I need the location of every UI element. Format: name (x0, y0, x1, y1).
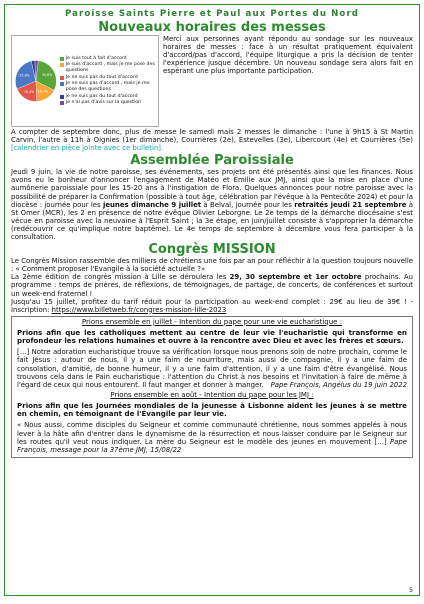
prayer-august-ref: Pape François, message pour la 37ème JMJ, 15/08/22 (17, 437, 407, 454)
prayer-august-quote (17, 421, 407, 453)
legend-item (60, 94, 156, 100)
assemblee-part-a: Jeudi 9 juin, la vie de notre paroisse, ses événements, ses projets ont été présentés ainsi que les finances. Nous avons eu le bonheur d'annoncer l'engagement de Matéo et Émilie aux JMJ, ainsi que la mise en place d'une aumônerie paroissiale pour les 15-20 ans à l'instigation de Flora. Quelques annonces pour notre paroisse avec la possibilité de préparer la Confirmation (possible à tout âge, célébration par l'évêque à la Pentecôte 2024) et pour la diocèse : journée pour les (11, 168, 413, 209)
congres-price: Jusqu'au 15 juillet, profitez du tarif réduit pour la participation au week-end complet : 29€ au lieu de 39€ ! - Inscription: (11, 297, 413, 314)
legend-item (60, 56, 156, 62)
legend-swatch (60, 95, 64, 99)
prayer-august-quote-text: « Nous aussi, comme disciples du Seigneur et comme communauté chrétienne, nous sommes appelés à nous lever à la hâte afin d'entrer dans le dynamisme de la résurrection et nous laisser conduire par le Seigneur sur les routes qu'il veut nous indiquer. La mère du Seigneur est le modèle des jeunes en mouvement […] (17, 421, 407, 446)
prayer-july-quote (17, 348, 407, 388)
congres-dates-c: prochains. Au programme : temps de prières, de réflexions, de témoignages, de partage, de concerts, de conférences et surtout un week-end fraternel ! (11, 273, 413, 298)
prayer-box (11, 316, 413, 458)
section-title-congres: Congrès MISSION (148, 242, 276, 258)
retraites-date: retraités jeudi 21 septembre (294, 200, 407, 209)
prayer-july-ref: Pape François, Angélus du 19 juin 2022 (270, 380, 407, 389)
prayer-july-quote-text: […] Notre adoration eucharistique trouve sa vérification lorsque nous prenons soin de notre prochain, comme le fait Jésus : autour de nous, il y a une faim de nourriture, mais aussi de compagnie, il y a une faim de consolation, d'amitié, de bonne humeur, il y a une faim d'attention, il y a une faim d'être évangélisé. Nous trouvons cela dans le Pain eucharistique : l'attention du Christ à nos besoins et l'invitation à faire de même à l'égard de ceux qui nous entourent. Il faut manger et donner à manger. (17, 348, 407, 389)
survey-pie-chart (11, 35, 159, 127)
page-number: 5 (409, 587, 413, 594)
registration-link[interactable]: https://www.billetweb.fr/congres-mission-lille-2023 (51, 305, 227, 314)
legend-swatch (60, 76, 64, 80)
legend-label: je ne suis pas du tout d'accord (65, 93, 138, 99)
legend-item (60, 100, 156, 106)
legend-label: Je suis d'accord , mais je me pose des questions (65, 62, 155, 73)
pie-svg (14, 50, 58, 112)
pie-legend (60, 56, 156, 107)
jeunes-date: jeunes dimanche 9 juillet (102, 200, 202, 209)
congres-dates-text (11, 273, 413, 297)
legend-swatch (60, 101, 64, 105)
congres-dates: 29, 30 septembre et 1er octobre (229, 273, 362, 282)
prayer-july-title: Prions ensemble en juillet - Intention du pape pour une vie eucharistique : (81, 317, 343, 326)
mass-schedule-text (11, 128, 413, 152)
pie-slice-label: 19,4% (23, 89, 35, 94)
calendar-note: [calendrier en pièce jointe avec ce bulletin]. (11, 144, 164, 153)
bulletin-page (4, 4, 420, 596)
legend-item (60, 75, 156, 81)
legend-swatch (60, 57, 64, 61)
legend-swatch (60, 63, 64, 67)
legend-item (60, 62, 156, 74)
prayer-july-intention: Prions afin que les catholiques mettent au centre de leur vie l'eucharistie qui transforme en profondeur les relations humaines et ouvre à la rencontre avec Dieu et avec les frères et sœurs. (17, 327, 407, 346)
congres-intro: Le Congrès Mission rassemble des milliers de chrétiens une fois par an pour réfléchir à la question toujours nouvelle : « Comment proposer l'Evangile à la société actuelle ?» (11, 257, 413, 274)
prayer-august-title: Prions ensemble en août - Intention du pape pour les JMJ : (110, 390, 314, 399)
pie-slice-label: 27,8% (19, 73, 30, 78)
section-title-horaires: Nouveaux horaires des messes (98, 20, 326, 35)
congres-price-text (11, 298, 413, 314)
legend-swatch (60, 82, 64, 86)
assemblee-part-c: à St Omer (MCR), les 2 en présence de notre évêque Olivier Leborgne. Le 2e temps de la démarche diocésaine s'est vécue en paroisse avec la neuvaine à l'Esprit Saint ; la 3e étape, en juin/juillet consiste à s'approprier la démarche (redécouvrir ce qu'implique notre baptême). Le 4e temps de septembre à décembre vous fera participer à la consultation. (11, 200, 413, 242)
legend-item (60, 81, 156, 93)
survey-thanks-text: Merci aux personnes ayant répondu au sondage sur les nouveaux horaires de messes : face à un résultat pratiquement équivalent d'accord/pas d'accord, l'équipe liturgique a pris la décision de tenter l'expérience jusque décembre. Un nouveau sondage sera alors fait en espérant une plus importante participation. (163, 35, 413, 76)
horaires-section (11, 35, 413, 127)
section-title-assemblee: Assemblée Paroissiale (130, 153, 294, 169)
prayer-august-intention: Prions afin que les Journées mondiales de la jeunesse à Lisbonne aident les jeunes à se mettre en chemin, en témoignant de l'Évangile par leur vie. (17, 400, 407, 419)
assemblee-text (11, 168, 413, 241)
parish-header: Paroisse Saints Pierre et Paul aux Portes du Nord (64, 9, 360, 19)
legend-label: Je ne suis pas du tout d'accord (65, 74, 138, 80)
pie-slice-label: 30,6% (41, 73, 53, 78)
legend-label: Je ne suis pas d'accord , mais je me pose des questions (65, 81, 150, 92)
pie-slice-label: 16,7% (37, 89, 48, 94)
assemblee-part-b: à Belval, journée pour les (201, 200, 295, 209)
mass-schedule-body: A compter de septembre donc, plus de messe le samedi mais 2 messes le dimanche : l'une à 9h15 à St Martin Carvin, l'autre à 11h à Oignies (1er dimanche), Courrières (2e), Estevelles (3e), Libercourt (4e) et Courrières (5e) (11, 128, 413, 145)
legend-label: Je n'ai pas d'avis sur la question (65, 100, 142, 105)
legend-label: Je suis tout à fait d'accord (65, 55, 127, 61)
congres-dates-a: La 2ème édition de congrès mission à Lille se déroulera les (11, 273, 230, 282)
